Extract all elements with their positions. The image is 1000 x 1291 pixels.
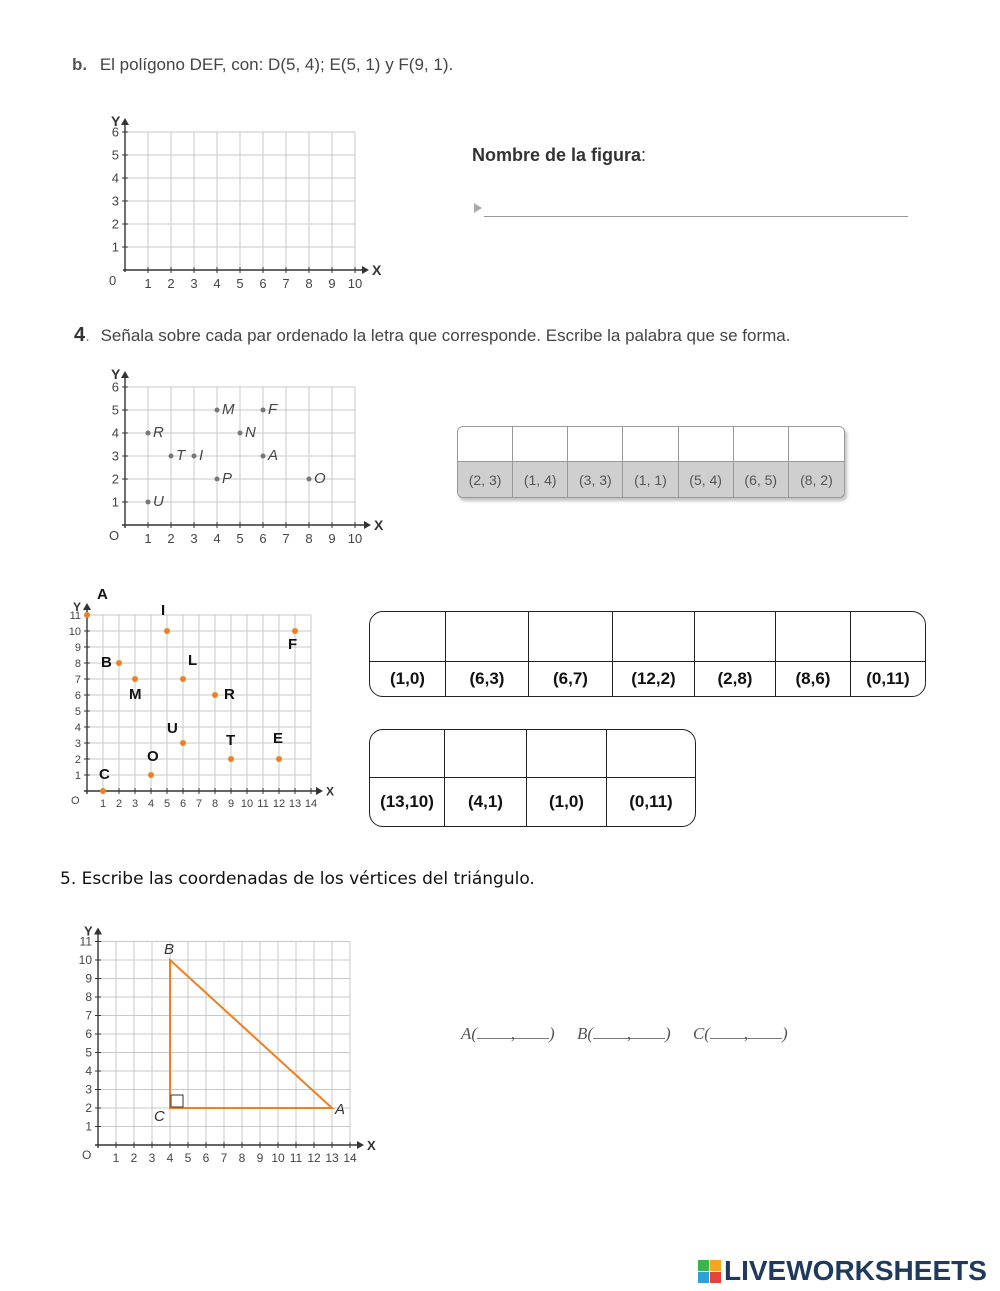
y-axis-label: Y <box>111 366 121 382</box>
x-tick-label: 9 <box>227 798 235 810</box>
pair-cell: (6,3) <box>446 662 529 696</box>
point-label: M <box>222 401 235 418</box>
y-tick-label: 4 <box>111 425 119 441</box>
answer-cell[interactable] <box>370 612 446 662</box>
x-tick-label: 3 <box>190 531 198 546</box>
logo-icon <box>698 1260 721 1283</box>
answer-cell[interactable] <box>529 612 613 662</box>
x-tick-label: 8 <box>305 276 313 291</box>
q5-heading: 5. Escribe las coordenadas de los vértices del triángulo. <box>60 869 535 889</box>
x-tick-label: 2 <box>115 798 123 810</box>
x-tick-label: 6 <box>179 798 187 810</box>
y-tick-label: 5 <box>74 705 81 718</box>
x-tick-label: 12 <box>272 798 286 810</box>
answer-cell[interactable] <box>613 612 695 662</box>
answer-cell[interactable] <box>527 730 607 778</box>
word-table-b <box>369 729 696 827</box>
x-tick-label: 4 <box>213 531 221 546</box>
y-tick-label: 1 <box>111 494 119 510</box>
point-label: U <box>167 720 178 737</box>
y-axis-label: Y <box>84 923 93 939</box>
origin-label: O <box>71 795 80 807</box>
answer-cell[interactable] <box>446 612 529 662</box>
q4-text: Señala sobre cada par ordenado la letra que corresponde. Escribe la palabra que se forma. <box>100 326 791 345</box>
x-tick-label: 5 <box>184 1151 192 1165</box>
y-tick-label: 1 <box>111 239 119 255</box>
x-tick-label: 9 <box>256 1151 264 1165</box>
y-tick-label: 7 <box>74 673 81 686</box>
origin-label: O <box>82 1148 92 1162</box>
y-tick-label: 2 <box>111 471 119 487</box>
x-tick-label: 13 <box>288 798 302 810</box>
x-tick-label: 12 <box>307 1151 321 1165</box>
point-label: A <box>268 447 279 464</box>
y-tick-label: 6 <box>74 689 81 702</box>
x-axis-label: X <box>374 517 384 534</box>
y-tick-label: 4 <box>85 1064 92 1079</box>
q4-number: 4 <box>74 324 86 346</box>
point-label: F <box>268 401 278 418</box>
vertex-label: C <box>154 1108 165 1125</box>
comma: , <box>743 1024 749 1043</box>
vertex-label: B <box>164 941 175 958</box>
pair-cell: (3, 3) <box>568 462 623 497</box>
point-label: M <box>129 686 142 703</box>
y-tick-label: 8 <box>74 657 81 670</box>
y-tick-label: 4 <box>74 721 81 734</box>
x-tick-label: 7 <box>282 531 290 546</box>
answer-cell[interactable] <box>607 730 695 778</box>
x-tick-label: 11 <box>257 798 269 810</box>
x-tick-label: 1 <box>112 1151 120 1165</box>
point-label: R <box>224 686 235 703</box>
data-point <box>132 676 138 682</box>
answer-cell[interactable] <box>734 427 789 462</box>
x-tick-label: 14 <box>343 1151 357 1165</box>
x-tick-label: 13 <box>325 1151 339 1165</box>
x-tick-label: 6 <box>259 531 267 546</box>
x-tick-label: 3 <box>131 798 139 810</box>
y-tick-label: 10 <box>78 953 92 968</box>
x-tick-label: 1 <box>144 276 152 291</box>
data-point <box>215 477 220 482</box>
chart-ordered-pairs <box>95 360 395 550</box>
x-axis-arrow-icon <box>362 266 369 274</box>
pair-cell: (5, 4) <box>679 462 734 497</box>
pair-cell: (6, 5) <box>734 462 789 497</box>
x-tick-label: 9 <box>328 276 336 291</box>
y-tick-label: 5 <box>111 147 119 163</box>
section-b-heading <box>72 55 453 75</box>
answer-cell[interactable] <box>789 427 844 462</box>
q4-heading: 4. Señala sobre cada par ordenado la letra que corresponde. Escribe la palabra que se forma. <box>74 324 791 346</box>
y-tick-label: 1 <box>74 769 81 782</box>
point-label: C <box>99 766 110 783</box>
pair-cell: (2,8) <box>695 662 776 696</box>
data-point <box>100 788 106 794</box>
point-label: T <box>226 732 236 749</box>
y-tick-label: 5 <box>85 1045 92 1060</box>
y-tick-label: 1 <box>85 1119 92 1134</box>
comma: , <box>510 1024 516 1043</box>
vertex-c-input[interactable] <box>710 1024 782 1043</box>
x-tick-label: 5 <box>236 531 244 546</box>
chart-polygon-grid <box>90 95 390 295</box>
point-label: I <box>161 602 166 619</box>
point-label: O <box>147 748 159 765</box>
x-tick-label: 5 <box>163 798 171 810</box>
x-axis-label: X <box>372 262 382 279</box>
y-tick-label: 6 <box>111 124 119 140</box>
x-tick-label: 11 <box>289 1151 303 1165</box>
point-label: P <box>222 470 233 487</box>
pair-cell: (1,0) <box>527 778 607 826</box>
figure-name-input[interactable] <box>484 200 908 217</box>
x-axis-arrow-icon <box>316 787 323 795</box>
y-tick-label: 4 <box>111 170 119 186</box>
point-label: R <box>153 424 164 441</box>
y-tick-label: 11 <box>79 934 92 949</box>
x-tick-label: 7 <box>282 276 290 291</box>
answer-cell[interactable] <box>568 427 623 462</box>
y-tick-label: 9 <box>85 971 92 986</box>
word-table-a <box>369 611 926 697</box>
data-point <box>146 431 151 436</box>
close-paren: ) <box>781 1024 788 1043</box>
origin-label: O <box>109 528 120 543</box>
x-axis-label: X <box>367 1137 376 1153</box>
data-point <box>146 500 151 505</box>
x-axis-arrow-icon <box>357 1141 364 1149</box>
pair-cell: (0,11) <box>629 792 673 811</box>
vertex-a-label: A( <box>461 1024 478 1043</box>
answer-cell[interactable] <box>458 427 513 462</box>
data-point <box>276 756 282 762</box>
right-angle-icon <box>171 1095 183 1107</box>
y-tick-label: 7 <box>85 1008 92 1023</box>
data-point <box>192 454 197 459</box>
x-axis-arrow-icon <box>364 521 371 529</box>
q4-pairs-table <box>457 426 845 498</box>
data-point <box>261 408 266 413</box>
data-point <box>180 740 186 746</box>
answer-cell[interactable] <box>695 612 776 662</box>
chart-triangle <box>70 900 390 1165</box>
point-label: N <box>245 424 256 441</box>
data-point <box>116 660 122 666</box>
y-tick-label: 3 <box>111 193 119 209</box>
point-label: O <box>314 470 326 487</box>
pair-cell: (2, 3) <box>458 462 513 497</box>
y-tick-label: 10 <box>68 625 81 638</box>
data-point <box>215 408 220 413</box>
data-point <box>169 454 174 459</box>
y-axis-label: Y <box>111 113 121 129</box>
vertex-answers <box>461 1024 788 1044</box>
section-b-label: b. <box>72 55 88 74</box>
x-tick-label: 7 <box>220 1151 228 1165</box>
y-tick-label: 6 <box>111 379 119 395</box>
y-tick-label: 3 <box>111 448 119 464</box>
y-tick-label: 2 <box>85 1101 92 1116</box>
answer-cell[interactable] <box>370 730 445 778</box>
data-point <box>261 454 266 459</box>
x-axis-label: X <box>326 784 335 799</box>
y-axis-label: Y <box>73 600 82 614</box>
pair-cell: (13,10) <box>370 778 445 826</box>
brand-logo[interactable] <box>698 1255 987 1287</box>
data-point <box>180 676 186 682</box>
x-tick-label: 6 <box>259 276 267 291</box>
x-tick-label: 2 <box>130 1151 138 1165</box>
x-tick-label: 14 <box>304 798 318 810</box>
x-tick-label: 2 <box>167 276 175 291</box>
vertex-b-label: B( <box>576 1024 594 1043</box>
data-point <box>238 431 243 436</box>
y-tick-label: 3 <box>74 737 81 750</box>
answer-arrow-icon <box>474 203 482 213</box>
logo-square <box>698 1272 709 1283</box>
y-tick-label: 11 <box>69 609 81 622</box>
pair-cell: (4,1) <box>445 778 527 826</box>
y-axis-arrow-icon <box>121 371 129 378</box>
vertex-c-label: C( <box>692 1024 710 1043</box>
chart-letters <box>55 585 345 820</box>
point-label: L <box>188 652 198 669</box>
point-label: B <box>101 654 112 671</box>
data-point <box>84 612 90 618</box>
y-tick-label: 6 <box>85 1027 92 1042</box>
data-point <box>228 756 234 762</box>
answer-cell[interactable] <box>851 612 925 662</box>
point-label: T <box>176 447 186 464</box>
x-tick-label: 10 <box>347 531 363 546</box>
data-point <box>148 772 154 778</box>
x-tick-label: 8 <box>238 1151 246 1165</box>
x-tick-label: 1 <box>144 531 152 546</box>
y-tick-label: 9 <box>74 641 81 654</box>
x-tick-label: 5 <box>236 276 244 291</box>
point-label: E <box>273 730 284 747</box>
point-label: U <box>153 493 164 510</box>
x-tick-label: 9 <box>328 531 336 546</box>
vertex-a-input[interactable] <box>477 1024 549 1043</box>
y-axis-arrow-icon <box>121 118 129 125</box>
y-tick-label: 5 <box>111 402 119 418</box>
x-tick-label: 4 <box>213 276 221 291</box>
vertex-b-input[interactable] <box>593 1024 665 1043</box>
answer-cell[interactable] <box>445 730 527 778</box>
y-axis-arrow-icon <box>94 928 102 935</box>
x-tick-label: 4 <box>147 798 155 810</box>
x-tick-label: 8 <box>211 798 219 810</box>
data-point <box>292 628 298 634</box>
x-tick-label: 3 <box>148 1151 156 1165</box>
x-tick-label: 3 <box>190 276 198 291</box>
x-tick-label: 2 <box>167 531 175 546</box>
answer-cell[interactable] <box>776 612 851 662</box>
vertex-label: A <box>335 1101 346 1118</box>
x-tick-label: 10 <box>240 798 254 810</box>
answer-cell[interactable] <box>513 427 568 462</box>
x-tick-label: 6 <box>202 1151 210 1165</box>
x-tick-label: 10 <box>347 276 363 291</box>
x-tick-label: 4 <box>166 1151 174 1165</box>
logo-square <box>710 1260 721 1271</box>
pair-cell: (0,11) <box>866 669 910 688</box>
pair-cell: (6,7) <box>529 662 613 696</box>
y-tick-label: 3 <box>85 1082 92 1097</box>
y-tick-label: 8 <box>85 990 92 1005</box>
y-axis-arrow-icon <box>83 603 91 610</box>
figure-name-colon: : <box>641 145 647 165</box>
figure-name-label <box>472 145 646 166</box>
y-tick-label: 2 <box>74 753 81 766</box>
data-point <box>307 477 312 482</box>
pair-cell: (8,6) <box>776 662 851 696</box>
close-paren: ) <box>665 1024 671 1043</box>
pair-cell: (1, 4) <box>513 462 568 497</box>
pair-cell: (12,2) <box>613 662 695 696</box>
pair-cell: (1, 1) <box>623 462 678 497</box>
pair-cell: (1,0) <box>370 662 446 696</box>
x-tick-label: 8 <box>305 531 313 546</box>
comma: , <box>626 1024 632 1043</box>
answer-cell[interactable] <box>679 427 734 462</box>
logo-square <box>710 1272 721 1283</box>
logo-square <box>698 1260 709 1271</box>
y-tick-label: 2 <box>111 216 119 232</box>
point-label: F <box>288 636 298 653</box>
data-point <box>212 692 218 698</box>
point-label: I <box>199 447 204 464</box>
x-tick-label: 10 <box>271 1151 285 1165</box>
x-tick-label: 7 <box>195 798 203 810</box>
origin-label: 0 <box>109 273 117 288</box>
figure-name-text: Nombre de la figura <box>472 145 642 165</box>
close-paren: ) <box>549 1024 555 1043</box>
point-label: A <box>97 586 108 603</box>
x-tick-label: 1 <box>99 798 107 810</box>
brand-text: LIVEWORKSHEETS <box>724 1255 987 1286</box>
section-b-text: El polígono DEF, con: D(5, 4); E(5, 1) y F(9, 1). <box>99 55 454 74</box>
pair-cell: (8, 2) <box>789 462 844 497</box>
data-point <box>164 628 170 634</box>
answer-cell[interactable] <box>623 427 678 462</box>
